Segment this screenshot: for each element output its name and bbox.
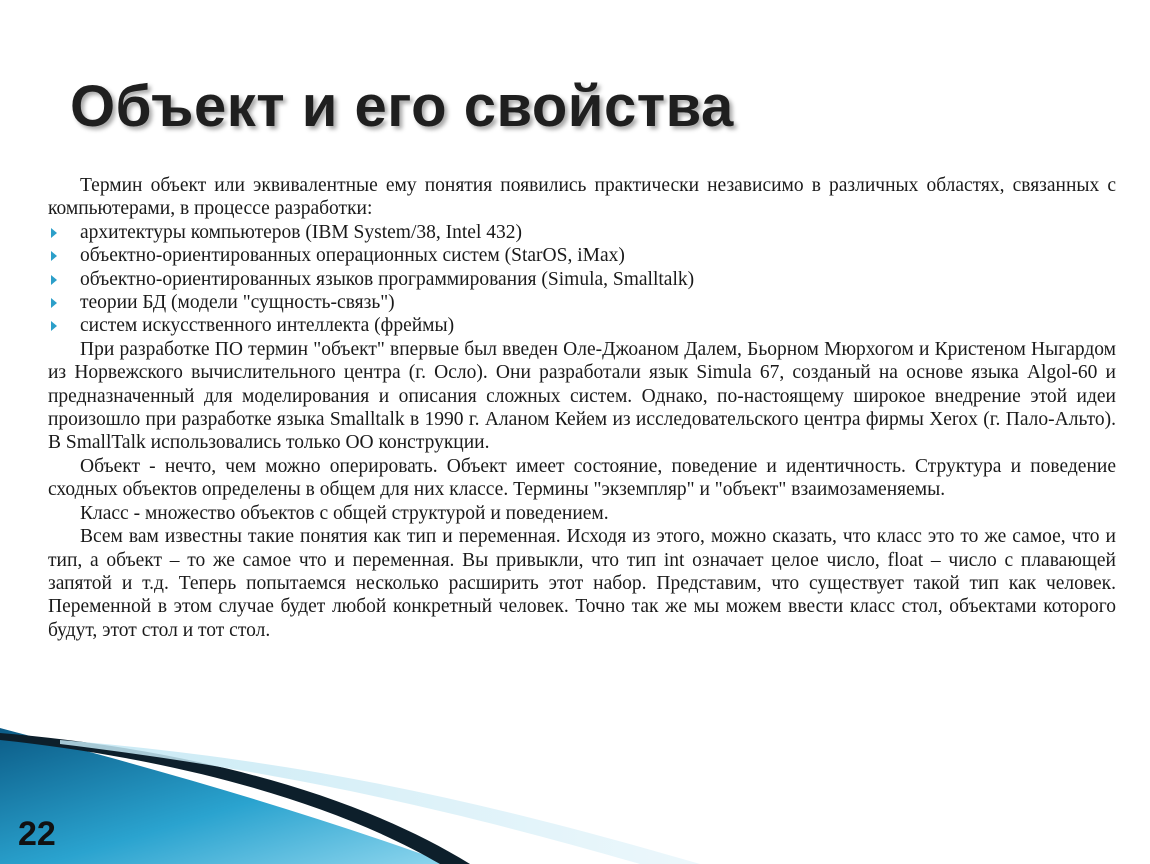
list-item <box>48 268 1116 291</box>
list-item-text: теории БД (модели "сущность-связь") <box>80 292 395 314</box>
slide-title: Объект и его свойства <box>70 74 734 139</box>
intro-paragraph: Термин объект или эквивалентные ему понятия появились практически независимо в различных областях, связанных с компьютерами, в процессе разработки: <box>48 175 1116 220</box>
bullet-list <box>48 221 1116 338</box>
list-item <box>48 314 1116 337</box>
triangle-bullet-icon <box>51 251 57 261</box>
list-item <box>48 221 1116 244</box>
class-definition-paragraph: Класс - множество объектов с общей структурой и поведением. <box>80 502 609 524</box>
list-item-text: архитектуры компьютеров (IBM System/38, Intel 432) <box>80 221 522 243</box>
triangle-bullet-icon <box>51 298 57 308</box>
object-definition-paragraph: Объект - нечто, чем можно оперировать. Объект имеет состояние, поведение и идентичность. Структура и поведение сходных объектов определены в общем для них классе. Термины "экземпляр" и "объект" взаимозаменяемы. <box>48 455 1116 501</box>
type-variable-paragraph: Всем вам известны такие понятия как тип и переменная. Исходя из этого, можно сказать, что класс это то же самое, что и тип, а объект – то же самое что и переменная. Вы привыкли, что тип int означает целое число, float – число с плавающей запятой и т.д. Теперь попытаемся несколько расширить этот набор. Представим, что существует такой тип как человек. Переменной в этом случае будет любой конкретный человек. Точно так же мы можем ввести класс стол, объектами которого будут, этот стол и тот стол. <box>48 526 1116 641</box>
list-item-text: систем искусственного интеллекта (фреймы) <box>80 315 455 337</box>
list-item <box>48 291 1116 314</box>
page-number: 22 <box>18 815 56 853</box>
history-paragraph: При разработке ПО термин "объект" впервые был введен Оле-Джоаном Далем, Бьорном Мюрхогом и Кристеном Ныгардом из Норвежского вычислительного центра (г. Осло). Они разработали язык Simula 67, созданый на основе языка Algol-60 и предназначенный для моделирования и описания сложных систем. Однако, по-настоящему широкое внедрение этой идеи произошло при разработке языка Smalltalk в 1990 г. Аланом Кейем из исследовательского центра фирмы Xerox (г. Пало-Альто). В SmallTalk использовались только ОО конструкции. <box>48 338 1116 454</box>
slide-body <box>48 174 1116 642</box>
list-item <box>48 244 1116 267</box>
triangle-bullet-icon <box>51 321 57 331</box>
triangle-bullet-icon <box>51 275 57 285</box>
triangle-bullet-icon <box>51 228 57 238</box>
list-item-text: объектно-ориентированных операционных систем (StarOS, iMax) <box>80 245 625 267</box>
list-item-text: объектно-ориентированных языков программирования (Simula, Smalltalk) <box>80 268 695 290</box>
